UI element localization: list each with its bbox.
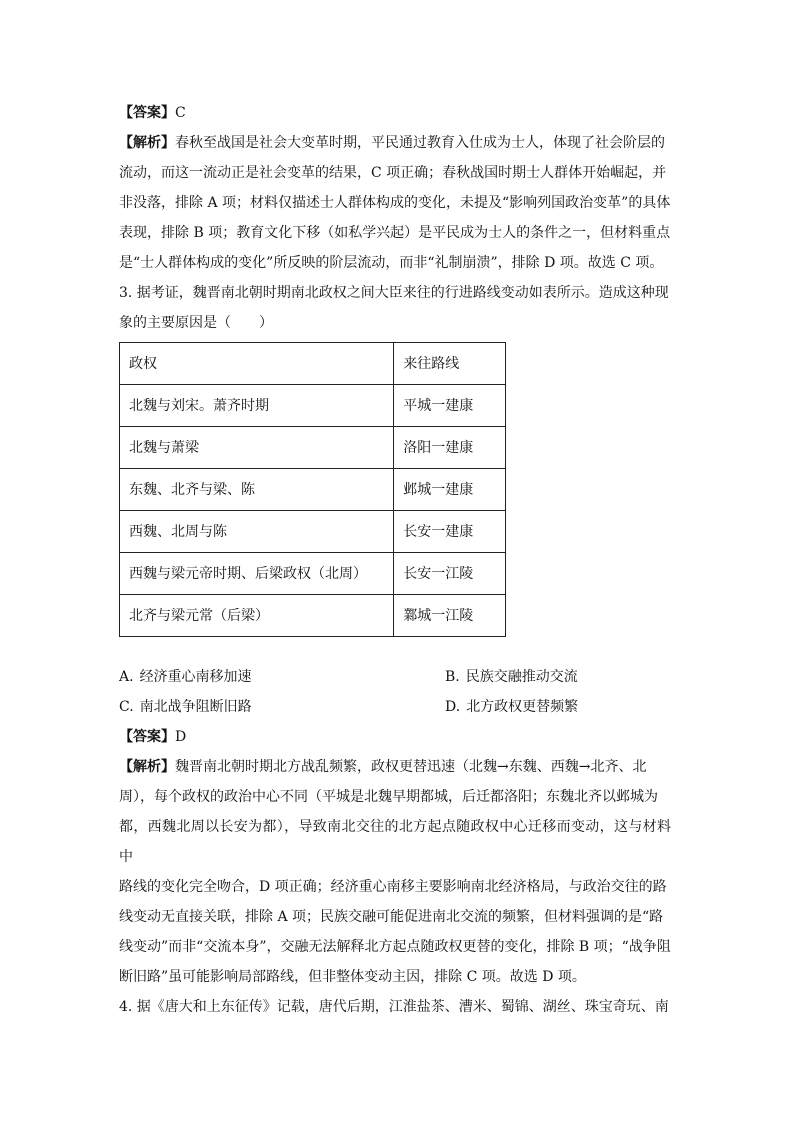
table-cell-route: 洛阳一建康 [394,427,506,469]
table-cell-route: 长安一建康 [394,511,506,553]
route-table [119,342,506,637]
table-cell-regime: 西魏与梁元帝时期、后梁政权（北周） [120,553,394,595]
q2-answer [119,98,671,128]
analysis-line: 断旧路”虽可能影响局部路线，但非整体变动主因，排除 C 项。故选 D 项。 [119,969,586,985]
q3-stem [119,278,671,338]
table-cell-regime: 东魏、北齐与梁、陈 [120,469,394,511]
answer-value: C [175,105,186,121]
analysis-line: 非没落，排除 A 项；材料仅描述士人群体构成的变化，未提及“影响列国政治变革”的具体 [119,195,671,211]
answer-value: D [175,729,187,745]
option-letter: A. [119,669,134,685]
question-stem-line: 4. 据《唐大和上东征传》记载，唐代后期，江淮盐茶、漕米、蜀锦、湖丝、珠宝奇玩、南 [119,999,669,1015]
table-header-row [120,343,506,385]
option-d [445,692,578,722]
table-cell-route: 平城一建康 [394,385,506,427]
table-cell-route: 长安一江陵 [394,553,506,595]
analysis-line: 魏晋南北朝时期北方战乱频繁，政权更替迅速（北魏→东魏、西魏→北齐、北 [175,759,647,775]
table-row [120,385,506,427]
answer-tag: 【答案】 [119,729,175,745]
option-letter: D. [445,699,461,715]
q3-answer [119,722,671,752]
analysis-tag: 【解析】 [119,759,175,775]
q3-analysis [119,752,671,992]
answer-tag: 【答案】 [119,105,175,121]
option-text: 经济重心南移加速 [139,669,252,685]
table-header-cell: 政权 [120,343,394,385]
analysis-line: 春秋至战国是社会大变革时期，平民通过教育入仕成为士人，体现了社会阶层的 [175,135,665,151]
table-row [120,553,506,595]
option-b [445,662,578,692]
table-cell-regime: 西魏、北周与陈 [120,511,394,553]
option-text: 民族交融推动交流 [465,669,578,685]
analysis-line: 都，西魏北周以长安为都），导致南北交往的北方起点随政权中心迁移而变动，这与材料中 [119,819,671,865]
analysis-tag: 【解析】 [119,135,175,151]
table-row [120,469,506,511]
table-cell-regime: 北齐与梁元常（后梁） [120,595,394,637]
table-cell-route: 邺城一建康 [394,469,506,511]
option-c [119,692,252,722]
table-row [120,427,506,469]
option-text: 北方政权更替频繁 [466,699,579,715]
option-a [119,662,252,692]
option-letter: C. [119,699,134,715]
table-cell-regime: 北魏与刘宋。萧齐时期 [120,385,394,427]
question-stem-line: 3. 据考证，魏晋南北朝时期南北政权之间大臣来往的行进路线变动如表所示。造成这种现 [119,285,669,301]
analysis-line: 线变动无直接关联，排除 A 项；民族交融可能促进南北交流的频繁，但材料强调的是“路 [119,909,664,925]
q2-analysis [119,128,671,278]
option-text: 南北战争阻断旧路 [139,699,252,715]
analysis-line: 路线的变化完全吻合，D 项正确；经济重心南移主要影响南北经济格局，与政治交往的路 [119,879,667,895]
table-cell-regime: 北魏与萧梁 [120,427,394,469]
analysis-line: 周），每个政权的政治中心不同（平城是北魏早期都城，后迁都洛阳；东魏北齐以邺城为 [119,789,658,805]
analysis-line: 是“士人群体构成的变化”所反映的阶层流动，而非“礼制崩溃”，排除 D 项。故选 C 项。 [119,255,664,271]
q4-stem [119,992,671,1022]
analysis-line: 流动，而这一流动正是社会变革的结果，C 项正确；春秋战国时期士人群体开始崛起，并 [119,165,667,181]
analysis-line: 线变动”而非“交流本身”，交融无法解释北方起点随政权更替的变化，排除 B 项；“战争阻 [119,939,671,955]
answer-options [119,662,671,722]
document-page [119,98,671,1022]
table-row [120,595,506,637]
table-row [120,511,506,553]
table-cell-route: 鄴城一江陵 [394,595,506,637]
option-letter: B. [445,669,460,685]
table-header-cell: 来往路线 [394,343,506,385]
question-stem-line: 象的主要原因是（ ） [119,315,273,331]
analysis-line: 表现，排除 B 项；教育文化下移（如私学兴起）是平民成为士人的条件之一，但材料重点 [119,225,671,241]
